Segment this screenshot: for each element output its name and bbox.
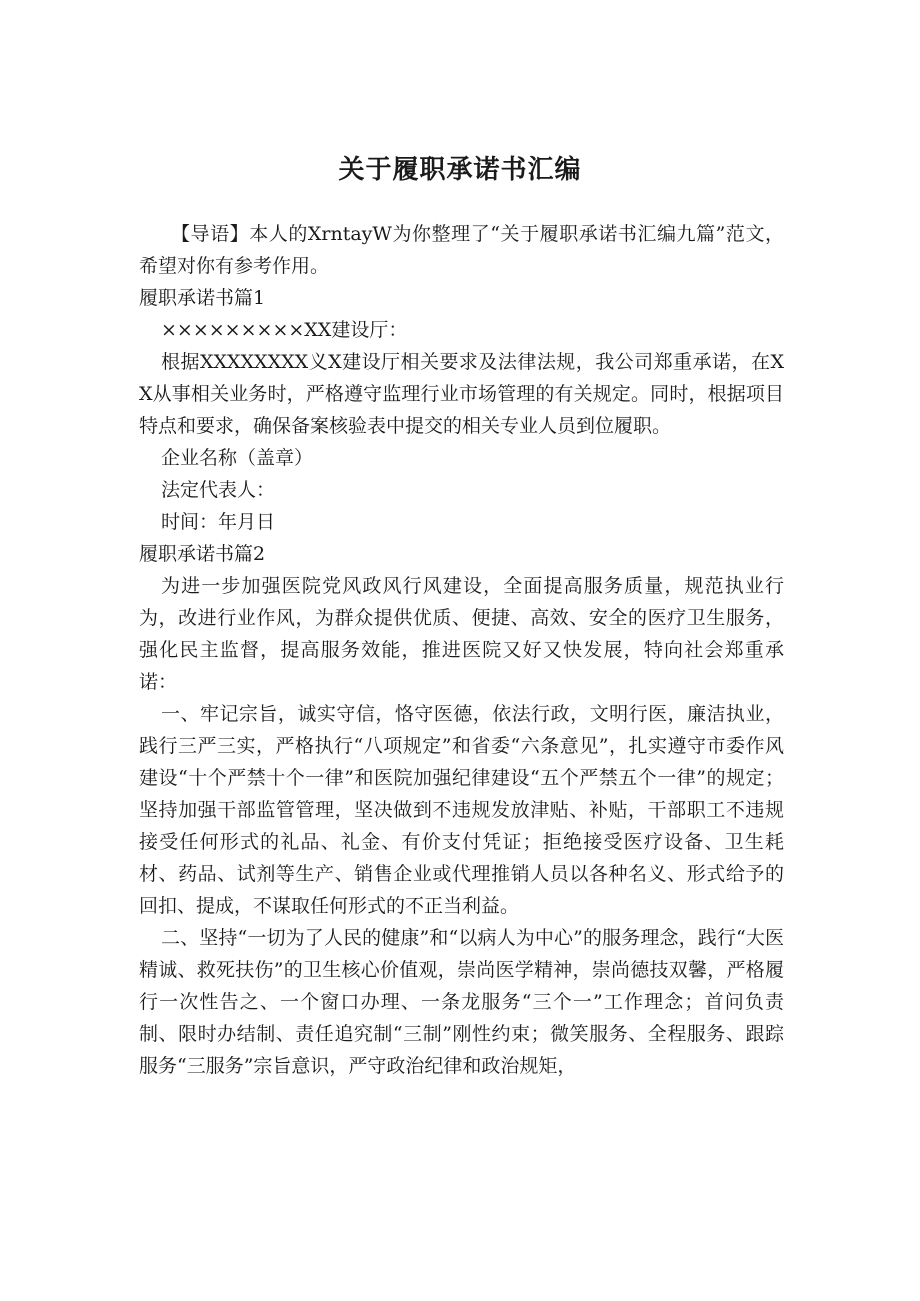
section2-intro: 为进一步加强医院党风政风行风建设，全面提高服务质量，规范执业行为，改进行业作风，为群众提供优质、便捷、高效、安全的医疗卫生服务，强化民主监督，提高服务效能，推进医院又好又快发展，特向社会郑重承诺： [139, 575, 784, 693]
section1-addressee: ×××××××××XX建设厅： [161, 319, 408, 341]
document-title: 关于履职承诺书汇编 [338, 155, 582, 185]
section2-point1: 一、牢记宗旨，诚实守信，恪守医德，依法行政，文明行医，廉洁执业，践行三严三实，严格执行“八项规定”和省委“六条意见”，扎实遵守市委作风建设“十个严禁十个一律”和医院加强纪律建设“五个严禁五个一律”的规定；坚持加强干部监管管理，坚决做到不违规发放津贴、补贴，干部职工不违规接受任何形式的礼品、礼金、有价支付凭证；拒绝接受医疗设备、卫生耗材、药品、试剂等生产、销售企业或代理推销人员以各种名义、形式给予的回扣、提成，不谋取任何形式的不正当利益。 [139, 703, 784, 917]
section1-representative: 法定代表人： [161, 479, 276, 501]
document-body [139, 218, 784, 1082]
section2-heading: 履职承诺书篇2 [139, 543, 266, 565]
intro-paragraph: 【导语】本人的XrntayW为你整理了“关于履职承诺书汇编九篇”范文，希望对你有参考作用。 [139, 223, 784, 277]
section1-heading: 履职承诺书篇1 [139, 287, 266, 309]
section1-body: 根据XXXXXXXX义X建设厅相关要求及法律法规，我公司郑重承诺，在XX从事相关业务时，严格遵守监理行业市场管理的有关规定。同时，根据项目特点和要求，确保备案核验表中提交的相关专业人员到位履职。 [139, 351, 784, 437]
section2-point2: 二、坚持“一切为了人民的健康”和“以病人为中心”的服务理念，践行“大医精诚、救死扶伤”的卫生核心价值观，崇尚医学精神，崇尚德技双馨，严格履行一次性告之、一个窗口办理、一条龙服务“三个一”工作理念；首问负责制、限时办结制、责任追究制“三制”刚性约束；微笑服务、全程服务、跟踪服务“三服务”宗旨意识，严守政治纪律和政治规矩， [139, 927, 784, 1077]
section1-company: 企业名称（盖章） [161, 447, 314, 469]
section1-date: 时间：年月日 [161, 511, 276, 533]
